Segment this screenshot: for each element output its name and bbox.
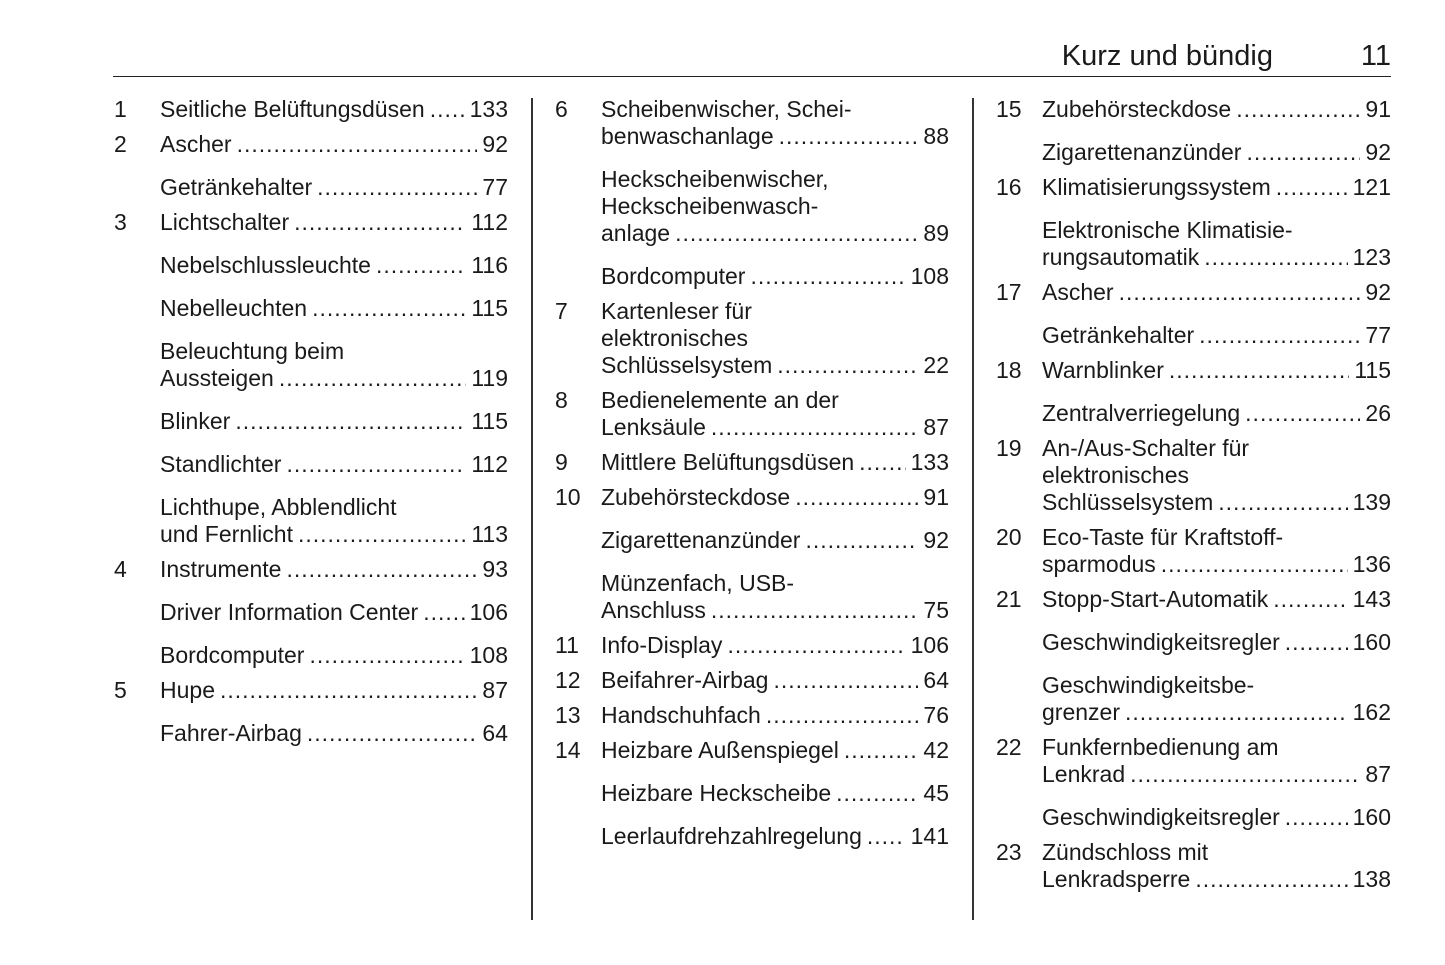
index-entry — [114, 599, 508, 626]
entry-text-line: Leerlaufdrehzahlregelung — [601, 823, 862, 849]
dot-leader — [1273, 586, 1347, 613]
page-reference: 112 — [471, 451, 508, 477]
entry-text-line: Beifahrer-Airbag — [601, 667, 769, 693]
entry-text-line: Lenkradsperre — [1042, 866, 1191, 892]
dot-leader — [795, 484, 918, 511]
dot-leader — [779, 123, 919, 150]
entry-text-line: Getränkehalter — [1042, 322, 1195, 348]
entry-text-line: Elektronische Klimatisie- — [1042, 217, 1293, 243]
entry-text-line: anlage — [601, 220, 671, 246]
item-number: 3 — [114, 209, 127, 235]
dot-leader — [1169, 357, 1349, 384]
entry-text-line: Driver Information Center — [160, 599, 419, 625]
page-reference: 139 — [1352, 489, 1391, 515]
page-reference: 87 — [482, 677, 508, 703]
page-reference: 108 — [910, 263, 949, 289]
entry-text-line: Zubehörsteckdose — [601, 484, 791, 510]
entry-text-line: Scheibenwischer, Schei- — [601, 96, 852, 122]
item-number: 2 — [114, 131, 127, 157]
page-reference: 89 — [923, 220, 949, 246]
entry-text-line: Blinker — [160, 408, 231, 434]
dot-leader — [1276, 174, 1348, 201]
dot-leader — [235, 408, 466, 435]
dot-leader — [675, 220, 918, 247]
page-reference: 106 — [469, 599, 508, 625]
dot-leader — [1204, 244, 1347, 271]
dot-leader — [307, 720, 478, 747]
entry-text-line: Lenksäule — [601, 414, 706, 440]
item-number: 9 — [555, 449, 568, 475]
item-number: 8 — [555, 387, 568, 413]
index-column-2 — [555, 96, 949, 850]
index-entry — [114, 720, 508, 747]
index-entry — [555, 298, 949, 379]
section-title: Kurz und bündig — [1061, 40, 1273, 72]
dot-leader — [805, 527, 918, 554]
dot-leader — [423, 599, 464, 626]
page-reference: 112 — [471, 209, 508, 235]
item-number: 21 — [996, 586, 1022, 612]
index-entry — [114, 252, 508, 279]
item-number: 20 — [996, 524, 1022, 550]
item-number: 7 — [555, 298, 568, 324]
index-entry — [996, 217, 1391, 271]
index-entry — [996, 400, 1391, 427]
dot-leader — [836, 780, 918, 807]
entry-text-line: benwaschanlage — [601, 123, 774, 149]
entry-text-line: Anschluss — [601, 597, 706, 623]
page-reference: 106 — [910, 632, 949, 658]
item-number: 15 — [996, 96, 1022, 122]
entry-text-line: Heizbare Außenspiegel — [601, 737, 839, 763]
index-entry — [996, 174, 1391, 201]
index-entry — [555, 484, 949, 511]
item-number: 19 — [996, 435, 1022, 461]
index-entry — [555, 527, 949, 554]
entry-text-line: Kartenleser für — [601, 298, 752, 324]
entry-text-line: Bordcomputer — [160, 642, 305, 668]
dot-leader — [711, 597, 919, 624]
index-column-1 — [114, 96, 508, 747]
dot-leader — [1218, 489, 1347, 516]
dot-leader — [867, 823, 906, 850]
dot-leader — [1195, 866, 1347, 893]
entry-text-line: Info-Display — [601, 632, 723, 658]
item-number: 12 — [555, 667, 581, 693]
index-entry — [555, 263, 949, 290]
item-number: 13 — [555, 702, 581, 728]
page-reference: 75 — [923, 597, 949, 623]
index-entry — [555, 449, 949, 476]
dot-leader — [766, 702, 919, 729]
page-reference: 141 — [910, 823, 949, 849]
entry-text-line: Hupe — [160, 677, 215, 703]
entry-text-line: Ascher — [1042, 279, 1114, 305]
page-reference: 91 — [1365, 96, 1391, 122]
index-entry — [996, 435, 1391, 516]
entry-text-line: Beleuchtung beim — [160, 338, 345, 364]
page-reference: 45 — [923, 780, 949, 806]
index-entry — [114, 131, 508, 158]
dot-leader — [859, 449, 905, 476]
dot-leader — [237, 131, 478, 158]
page-reference: 115 — [471, 408, 508, 434]
entry-text-line: Schlüsselsystem — [1042, 489, 1214, 515]
index-entry — [114, 556, 508, 583]
index-entry — [555, 166, 949, 247]
page-reference: 42 — [923, 737, 949, 763]
entry-text-line: Eco-Taste für Kraftstoff- — [1042, 524, 1284, 550]
entry-text-line: Stopp-Start-Automatik — [1042, 586, 1269, 612]
index-entry — [114, 451, 508, 478]
dot-leader — [750, 263, 905, 290]
item-number: 5 — [114, 677, 127, 703]
dot-leader — [773, 667, 918, 694]
index-entry — [114, 494, 508, 548]
entry-text-line: Lichtschalter — [160, 209, 290, 235]
dot-leader — [1130, 761, 1360, 788]
entry-text-line: Zigarettenanzünder — [601, 527, 801, 553]
entry-text-line: Schlüsselsystem — [601, 352, 773, 378]
index-entry — [996, 629, 1391, 656]
page-reference: 113 — [471, 521, 508, 547]
page-reference: 64 — [482, 720, 508, 746]
entry-text-line: Geschwindigkeitsregler — [1042, 629, 1280, 655]
page-reference: 22 — [923, 352, 949, 378]
index-entry — [114, 295, 508, 322]
index-entry — [114, 338, 508, 392]
index-entry — [555, 570, 949, 624]
column-divider — [531, 98, 533, 920]
entry-text-line: Geschwindigkeitsbe- — [1042, 672, 1255, 698]
entry-text-line: Funkfernbedienung am — [1042, 734, 1279, 760]
column-divider — [972, 98, 974, 920]
dot-leader — [376, 252, 466, 279]
dot-leader — [312, 295, 466, 322]
index-entry — [114, 96, 508, 123]
entry-text-line: und Fernlicht — [160, 521, 293, 547]
item-number: 4 — [114, 556, 127, 582]
entry-text-line: Heizbare Heckscheibe — [601, 780, 832, 806]
index-entry — [996, 96, 1391, 123]
dot-leader — [220, 677, 477, 704]
page-reference: 160 — [1352, 629, 1391, 655]
index-entry — [996, 734, 1391, 788]
index-entry — [555, 632, 949, 659]
page-reference: 76 — [923, 702, 949, 728]
page-reference: 77 — [482, 174, 508, 200]
dot-leader — [430, 96, 465, 123]
index-entry — [996, 524, 1391, 578]
page-reference: 92 — [923, 527, 949, 553]
index-entry — [555, 737, 949, 764]
page-reference: 93 — [482, 556, 508, 582]
dot-leader — [1161, 551, 1348, 578]
dot-leader — [286, 451, 466, 478]
dot-leader — [711, 414, 919, 441]
entry-text-line: An-/Aus-Schalter für — [1042, 435, 1250, 461]
entry-text-line: Zigarettenanzünder — [1042, 139, 1242, 165]
dot-leader — [286, 556, 477, 583]
index-entry — [555, 387, 949, 441]
dot-leader — [1285, 804, 1348, 831]
entry-text-line: Getränkehalter — [160, 174, 313, 200]
entry-text-line: Instrumente — [160, 556, 282, 582]
entry-text-line: Standlichter — [160, 451, 282, 477]
page-reference: 88 — [923, 123, 949, 149]
index-entry — [114, 408, 508, 435]
page-reference: 64 — [923, 667, 949, 693]
index-column-3 — [996, 96, 1391, 893]
item-number: 11 — [555, 632, 579, 658]
dot-leader — [777, 352, 918, 379]
dot-leader — [1119, 279, 1361, 306]
index-entry — [114, 677, 508, 704]
entry-text-line: grenzer — [1042, 699, 1120, 725]
item-number: 23 — [996, 839, 1022, 865]
index-entry — [996, 139, 1391, 166]
dot-leader — [294, 209, 466, 236]
dot-leader — [844, 737, 919, 764]
entry-text-line: Lenkrad — [1042, 761, 1126, 787]
page-reference: 138 — [1352, 866, 1391, 892]
entry-text-line: sparmodus — [1042, 551, 1156, 577]
entry-text-line: Warnblinker — [1042, 357, 1164, 383]
item-number: 17 — [996, 279, 1022, 305]
entry-text-line: Mittlere Belüftungsdüsen — [601, 449, 855, 475]
index-entry — [996, 586, 1391, 613]
entry-text-line: Klimatisierungssystem — [1042, 174, 1271, 200]
page-reference: 91 — [923, 484, 949, 510]
page-reference: 87 — [1365, 761, 1391, 787]
page-reference: 116 — [471, 252, 508, 278]
entry-text-line: Bordcomputer — [601, 263, 746, 289]
entry-text-line: Nebelschlussleuchte — [160, 252, 371, 278]
page-reference: 108 — [469, 642, 508, 668]
item-number: 6 — [555, 96, 568, 122]
entry-text-line: elektronisches — [601, 325, 749, 351]
dot-leader — [1125, 699, 1348, 726]
item-number: 14 — [555, 737, 581, 763]
page-reference: 123 — [1352, 244, 1391, 270]
page-reference: 87 — [923, 414, 949, 440]
index-entry — [996, 357, 1391, 384]
page-reference: 136 — [1352, 551, 1391, 577]
index-entry — [555, 702, 949, 729]
entry-text-line: Heckscheibenwasch- — [601, 193, 819, 219]
page-reference: 121 — [1352, 174, 1391, 200]
index-entry — [996, 839, 1391, 893]
page-reference: 26 — [1365, 400, 1391, 426]
index-entry — [996, 804, 1391, 831]
dot-leader — [317, 174, 477, 201]
entry-text-line: Aussteigen — [160, 365, 274, 391]
entry-text-line: Nebelleuchten — [160, 295, 308, 321]
dot-leader — [1199, 322, 1360, 349]
dot-leader — [1236, 96, 1360, 123]
dot-leader — [1285, 629, 1348, 656]
page-number: 11 — [1360, 40, 1391, 72]
page-reference: 143 — [1352, 586, 1391, 612]
entry-text-line: Zubehörsteckdose — [1042, 96, 1232, 122]
entry-text-line: Seitliche Belüftungsdüsen — [160, 96, 425, 122]
index-entry — [996, 672, 1391, 726]
dot-leader — [1246, 139, 1360, 166]
entry-text-line: elektronisches — [1042, 462, 1190, 488]
dot-leader — [298, 521, 466, 548]
index-entry — [114, 642, 508, 669]
page-reference: 92 — [1365, 139, 1391, 165]
item-number: 22 — [996, 734, 1022, 760]
entry-text-line: Münzenfach, USB- — [601, 570, 795, 596]
entry-text-line: rungsautomatik — [1042, 244, 1200, 270]
entry-text-line: Ascher — [160, 131, 232, 157]
page-reference: 115 — [471, 295, 508, 321]
dot-leader — [1245, 400, 1360, 427]
page-reference: 92 — [1365, 279, 1391, 305]
page-reference: 133 — [469, 96, 508, 122]
item-number: 16 — [996, 174, 1022, 200]
entry-text-line: Fahrer-Airbag — [160, 720, 302, 746]
item-number: 18 — [996, 357, 1022, 383]
page-reference: 77 — [1365, 322, 1391, 348]
entry-text-line: Lichthupe, Abblendlicht — [160, 494, 397, 520]
index-entry — [114, 174, 508, 201]
entry-text-line: Bedienelemente an der — [601, 387, 839, 413]
index-entry — [555, 780, 949, 807]
index-entry — [555, 667, 949, 694]
entry-text-line: Zündschloss mit — [1042, 839, 1209, 865]
page-reference: 115 — [1354, 357, 1391, 383]
dot-leader — [279, 365, 467, 392]
item-number: 1 — [114, 96, 127, 122]
item-number: 10 — [555, 484, 581, 510]
index-entry — [996, 322, 1391, 349]
dot-leader — [727, 632, 905, 659]
page-reference: 92 — [482, 131, 508, 157]
index-entry — [555, 96, 949, 150]
index-entry — [996, 279, 1391, 306]
index-entry — [555, 823, 949, 850]
entry-text-line: Zentralverriegelung — [1042, 400, 1241, 426]
index-entry — [114, 209, 508, 236]
page-reference: 119 — [471, 365, 508, 391]
entry-text-line: Heckscheibenwischer, — [601, 166, 829, 192]
page-reference: 133 — [910, 449, 949, 475]
entry-text-line: Handschuhfach — [601, 702, 761, 728]
page-reference: 160 — [1352, 804, 1391, 830]
dot-leader — [309, 642, 464, 669]
page-header — [113, 38, 1391, 77]
entry-text-line: Geschwindigkeitsregler — [1042, 804, 1280, 830]
page-reference: 162 — [1352, 699, 1391, 725]
